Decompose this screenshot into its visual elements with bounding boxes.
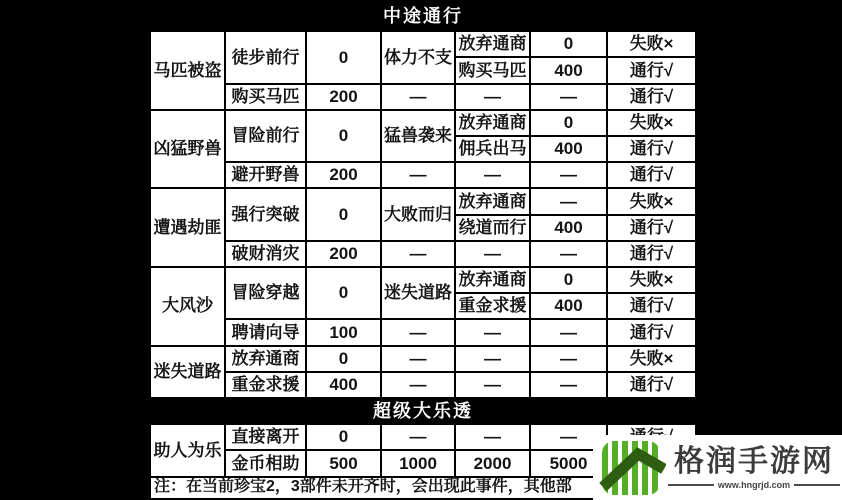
outcome-cell: — [381, 372, 455, 398]
site-url-text: www.hngrjd.com [717, 480, 791, 490]
choice-cell: 聘请向导 [225, 319, 306, 345]
branch-choice-cell: — [455, 424, 530, 450]
outcome-cell: 1000 [381, 450, 455, 476]
branch-choice-cell: — [455, 241, 530, 267]
result-cell: 通行√ [607, 241, 696, 267]
choice-cell: 强行突破 [225, 188, 306, 240]
result-cell: 失败× [607, 346, 696, 372]
result-cell: 通行√ [607, 319, 696, 345]
branch-cost-cell: 0 [530, 110, 607, 136]
outcome-cell: 猛兽袭来 [381, 110, 455, 162]
branch-choice-cell: — [455, 84, 530, 110]
event-cell: 凶猛野兽 [150, 110, 225, 189]
branch-cost-cell: — [530, 346, 607, 372]
event-cell: 助人为乐 [150, 424, 225, 476]
result-cell: 失败× [607, 188, 696, 214]
branch-cost-cell: 0 [530, 31, 607, 57]
choice-cell: 冒险前行 [225, 110, 306, 162]
result-cell: 通行√ [607, 215, 696, 241]
cost-cell: 200 [306, 241, 381, 267]
result-cell: 失败× [607, 267, 696, 293]
cost-cell: 400 [306, 372, 381, 398]
branch-choice-cell: — [455, 346, 530, 372]
result-cell: 通行√ [607, 372, 696, 398]
outcome-cell: — [381, 319, 455, 345]
site-logo-icon [598, 440, 662, 496]
watermark [593, 435, 842, 500]
result-cell: 失败× [607, 110, 696, 136]
event-cell: 大风沙 [150, 267, 225, 346]
cost-cell: 200 [306, 162, 381, 188]
logo-roof-arrow-icon [594, 440, 666, 496]
branch-cost-cell: — [530, 241, 607, 267]
branch-choice-cell: 2000 [455, 450, 530, 476]
choice-cell: 冒险穿越 [225, 267, 306, 319]
result-cell: 失败× [607, 31, 696, 57]
choice-cell: 直接离开 [225, 424, 306, 450]
events-table [149, 0, 697, 500]
cost-cell: 0 [306, 110, 381, 162]
choice-cell: 徒步前行 [225, 31, 306, 83]
branch-cost-cell: — [530, 319, 607, 345]
branch-choice-cell: 放弃通商 [455, 31, 530, 57]
watermark-text [668, 445, 840, 490]
event-cell: 遭遇劫匪 [150, 188, 225, 267]
branch-cost-cell: 400 [530, 136, 607, 162]
branch-choice-cell: — [455, 319, 530, 345]
branch-choice-cell: 购买马匹 [455, 57, 530, 83]
cost-cell: 100 [306, 319, 381, 345]
cost-cell: 200 [306, 84, 381, 110]
outcome-cell: — [381, 162, 455, 188]
result-cell: 通行√ [607, 293, 696, 319]
site-url [668, 480, 840, 490]
branch-cost-cell: 400 [530, 57, 607, 83]
choice-cell: 破财消灾 [225, 241, 306, 267]
branch-choice-cell: — [455, 372, 530, 398]
event-cell: 马匹被盗 [150, 31, 225, 110]
outcome-cell: 大败而归 [381, 188, 455, 240]
branch-cost-cell: — [530, 372, 607, 398]
branch-cost-cell: — [530, 84, 607, 110]
branch-choice-cell: — [455, 162, 530, 188]
site-name: 格润手游网 [674, 445, 834, 478]
cost-cell: 0 [306, 424, 381, 450]
branch-cost-cell: 400 [530, 293, 607, 319]
choice-cell: 金币相助 [225, 450, 306, 476]
outcome-cell: — [381, 84, 455, 110]
branch-cost-cell: — [530, 424, 607, 450]
rule-right [794, 484, 840, 486]
branch-choice-cell: 放弃通商 [455, 267, 530, 293]
section-header-midway: 中途通行 [150, 1, 696, 31]
cost-cell: 0 [306, 188, 381, 240]
branch-choice-cell: 重金求援 [455, 293, 530, 319]
outcome-cell: 迷失道路 [381, 267, 455, 319]
result-cell: 通行√ [607, 162, 696, 188]
rule-left [668, 484, 714, 486]
result-cell: 通行√ [607, 84, 696, 110]
branch-cost-cell: 5000 [530, 450, 607, 476]
branch-cost-cell: 0 [530, 267, 607, 293]
event-cell: 迷失道路 [150, 346, 225, 398]
cost-cell: 500 [306, 450, 381, 476]
cost-cell: 0 [306, 267, 381, 319]
footnote: 注：在当前珍宝2，3部件未开齐时，会出现此事件，其他部 [150, 477, 696, 499]
choice-cell: 放弃通商 [225, 346, 306, 372]
choice-cell: 购买马匹 [225, 84, 306, 110]
result-cell: 通行√ [607, 136, 696, 162]
branch-cost-cell: — [530, 188, 607, 214]
cost-cell: 0 [306, 346, 381, 372]
branch-choice-cell: 放弃通商 [455, 110, 530, 136]
branch-choice-cell: 佣兵出马 [455, 136, 530, 162]
outcome-cell: — [381, 424, 455, 450]
result-cell: 通行√ [607, 57, 696, 83]
branch-cost-cell: — [530, 162, 607, 188]
branch-choice-cell: 绕道而行 [455, 215, 530, 241]
outcome-cell: 体力不支 [381, 31, 455, 83]
choice-cell: 避开野兽 [225, 162, 306, 188]
outcome-cell: — [381, 241, 455, 267]
cost-cell: 0 [306, 31, 381, 83]
section-header-lottery: 超级大乐透 [150, 398, 696, 424]
choice-cell: 重金求援 [225, 372, 306, 398]
branch-choice-cell: 放弃通商 [455, 188, 530, 214]
outcome-cell: — [381, 346, 455, 372]
branch-cost-cell: 400 [530, 215, 607, 241]
